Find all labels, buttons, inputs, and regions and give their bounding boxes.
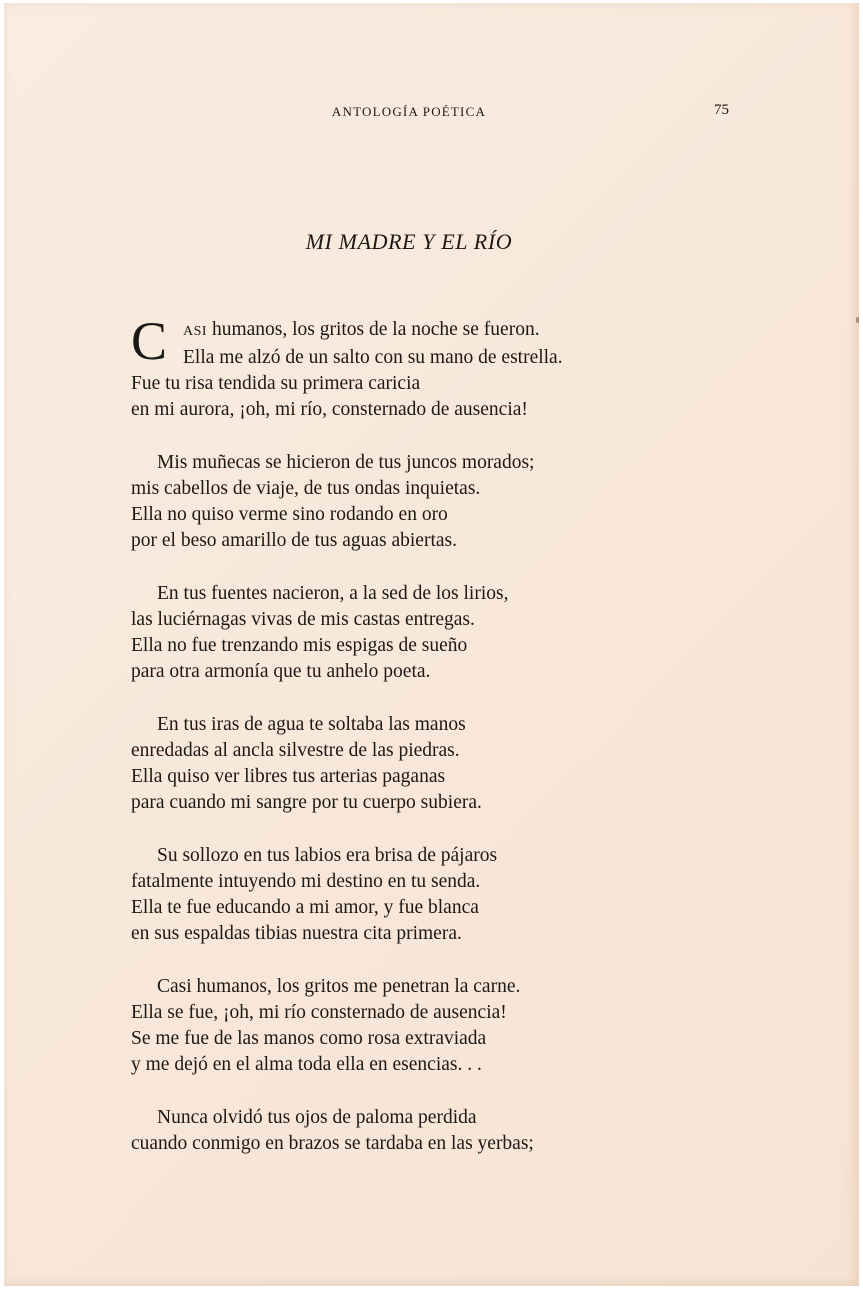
first-line-text: humanos, los gritos de la noche se fueron. — [207, 319, 540, 340]
stanza-6 — [131, 974, 771, 1078]
page-number: 75 — [714, 102, 729, 118]
drop-cap: C — [131, 311, 168, 371]
poem-line: Ella no fue trenzando mis espigas de sueño — [131, 635, 468, 656]
poem-line: Ella me alzó de un salto con su mano de estrella. — [183, 347, 563, 368]
stanza-7 — [131, 1105, 771, 1157]
stanza-5 — [131, 843, 771, 947]
stanza-3 — [131, 581, 771, 685]
book-page — [4, 3, 859, 1286]
poem-line: Ella quiso ver libres tus arterias paganas — [131, 766, 446, 787]
poem-line: Casi humanos, los gritos me penetran la carne. — [157, 976, 521, 997]
first-word-smallcaps: ASI — [183, 324, 208, 339]
poem-line: Ella no quiso verme sino rodando en oro — [131, 504, 448, 525]
poem-body — [131, 311, 771, 1184]
poem-line: para otra armonía que tu anhelo poeta. — [131, 661, 431, 682]
poem-line: por el beso amarillo de tus aguas abiertas. — [131, 530, 457, 551]
poem-line: para cuando mi sangre por tu cuerpo subiera. — [131, 792, 482, 813]
poem-line: y me dejó en el alma toda ella en esencias. . . — [131, 1054, 482, 1075]
poem-line: Su sollozo en tus labios era brisa de pájaros — [157, 845, 498, 866]
poem-line: las luciérnagas vivas de mis castas entregas. — [131, 609, 475, 630]
poem-line: enredadas al ancla silvestre de las piedras. — [131, 740, 460, 761]
poem-title: MI MADRE Y EL RÍO — [305, 229, 513, 254]
stanza-1 — [131, 311, 771, 423]
poem-line: en mi aurora, ¡oh, mi río, consternado de ausencia! — [131, 399, 528, 420]
poem-line: en sus espaldas tibias nuestra cita primera. — [131, 923, 462, 944]
paper-speck — [856, 317, 859, 323]
poem-line: mis cabellos de viaje, de tus ondas inquietas. — [131, 478, 481, 499]
poem-line: En tus fuentes nacieron, a la sed de los lirios, — [157, 583, 509, 604]
poem-line: En tus iras de agua te soltaba las manos — [157, 714, 466, 735]
poem-line: Fue tu risa tendida su primera caricia — [131, 373, 421, 394]
running-head — [4, 104, 814, 120]
poem-line: Nunca olvidó tus ojos de paloma perdida — [157, 1107, 477, 1128]
poem-line: cuando conmigo en brazos se tardaba en las yerbas; — [131, 1133, 534, 1154]
stanza-4 — [131, 712, 771, 816]
poem-line: Ella se fue, ¡oh, mi río consternado de ausencia! — [131, 1002, 507, 1023]
running-title: ANTOLOGÍA POÉTICA — [331, 104, 487, 119]
poem-line: Mis muñecas se hicieron de tus juncos morados; — [157, 452, 535, 473]
stanza-2 — [131, 450, 771, 554]
poem-line: Se me fue de las manos como rosa extraviada — [131, 1028, 487, 1049]
poem-line: fatalmente intuyendo mi destino en tu senda. — [131, 871, 481, 892]
poem-line: Ella te fue educando a mi amor, y fue blanca — [131, 897, 479, 918]
